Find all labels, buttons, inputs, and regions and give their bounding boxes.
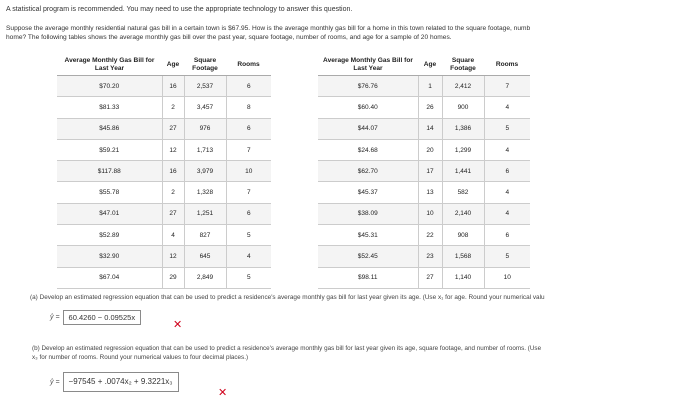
part-b-answer-row xyxy=(50,372,228,399)
table-row xyxy=(318,161,530,182)
question-text xyxy=(6,24,696,42)
table-row xyxy=(318,203,530,224)
header-age: Age xyxy=(162,54,184,76)
table-row xyxy=(318,139,530,160)
cell-age: 2 xyxy=(162,97,184,118)
cell-gas-bill: $70.20 xyxy=(57,76,162,97)
cell-square-footage: 2,140 xyxy=(442,203,484,224)
incorrect-mark-icon: ✕ xyxy=(218,387,228,399)
cell-square-footage: 908 xyxy=(442,225,484,246)
cell-rooms: 6 xyxy=(484,161,530,182)
cell-square-footage: 582 xyxy=(442,182,484,203)
cell-rooms: 6 xyxy=(226,76,271,97)
cell-gas-bill: $117.88 xyxy=(57,161,162,182)
cell-age: 16 xyxy=(162,161,184,182)
cell-gas-bill: $44.07 xyxy=(318,118,418,139)
header-gas-bill: Average Monthly Gas Bill for Last Year xyxy=(318,54,418,76)
cell-gas-bill: $24.68 xyxy=(318,139,418,160)
cell-gas-bill: $52.89 xyxy=(57,225,162,246)
cell-age: 27 xyxy=(418,267,442,288)
cell-rooms: 6 xyxy=(226,118,271,139)
cell-square-footage: 1,140 xyxy=(442,267,484,288)
cell-gas-bill: $76.76 xyxy=(318,76,418,97)
table-row xyxy=(318,267,530,288)
incorrect-mark-icon: ✕ xyxy=(173,319,183,331)
table-row xyxy=(57,76,271,97)
header-square-footage: Square Footage xyxy=(442,54,484,76)
cell-age: 16 xyxy=(162,76,184,97)
table-row xyxy=(57,225,271,246)
cell-gas-bill: $55.78 xyxy=(57,182,162,203)
cell-rooms: 6 xyxy=(226,203,271,224)
header-rooms: Rooms xyxy=(226,54,271,76)
cell-gas-bill: $62.70 xyxy=(318,161,418,182)
table-row xyxy=(57,118,271,139)
cell-square-footage: 3,457 xyxy=(184,97,226,118)
table-row xyxy=(318,118,530,139)
part-b-prompt xyxy=(32,344,541,362)
part-b-answer-input[interactable]: −97545 + .0074x₂ + 9.3221x₃ xyxy=(63,372,179,392)
cell-gas-bill: $45.86 xyxy=(57,118,162,139)
table-row xyxy=(57,139,271,160)
cell-gas-bill: $98.11 xyxy=(318,267,418,288)
question-line-2: home? The following tables shows the average monthly gas bill over the past year, square footage, number of rooms, and age for a sample of 20 homes. xyxy=(6,34,452,41)
cell-age: 10 xyxy=(418,203,442,224)
table-row xyxy=(57,246,271,267)
table-row xyxy=(318,246,530,267)
table-row xyxy=(318,225,530,246)
table-row xyxy=(57,161,271,182)
cell-rooms: 4 xyxy=(484,139,530,160)
cell-rooms: 4 xyxy=(484,97,530,118)
header-age: Age xyxy=(418,54,442,76)
cell-rooms: 8 xyxy=(226,97,271,118)
cell-rooms: 5 xyxy=(226,225,271,246)
table-row xyxy=(57,182,271,203)
cell-square-footage: 827 xyxy=(184,225,226,246)
cell-age: 4 xyxy=(162,225,184,246)
cell-rooms: 10 xyxy=(484,267,530,288)
cell-gas-bill: $47.01 xyxy=(57,203,162,224)
cell-age: 14 xyxy=(418,118,442,139)
cell-age: 13 xyxy=(418,182,442,203)
cell-gas-bill: $81.33 xyxy=(57,97,162,118)
cell-gas-bill: $45.31 xyxy=(318,225,418,246)
cell-square-footage: 1,299 xyxy=(442,139,484,160)
cell-age: 23 xyxy=(418,246,442,267)
cell-square-footage: 2,412 xyxy=(442,76,484,97)
cell-rooms: 4 xyxy=(484,203,530,224)
cell-rooms: 5 xyxy=(484,118,530,139)
header-square-footage: Square Footage xyxy=(184,54,226,76)
cell-rooms: 7 xyxy=(226,182,271,203)
cell-rooms: 7 xyxy=(484,76,530,97)
cell-age: 26 xyxy=(418,97,442,118)
cell-rooms: 4 xyxy=(484,182,530,203)
cell-rooms: 10 xyxy=(226,161,271,182)
y-hat-label: ŷ = xyxy=(50,314,60,321)
cell-age: 27 xyxy=(162,203,184,224)
data-table-right xyxy=(318,54,530,289)
part-a-prompt: (a) Develop an estimated regression equation that can be used to predict a residence's average monthly gas bill for last year given its age. (Use x₁ for age. Round your numerical valu xyxy=(30,294,545,301)
table-row xyxy=(318,182,530,203)
cell-square-footage: 1,251 xyxy=(184,203,226,224)
cell-gas-bill: $52.45 xyxy=(318,246,418,267)
cell-age: 20 xyxy=(418,139,442,160)
part-a-answer-row xyxy=(50,310,183,331)
header-rooms: Rooms xyxy=(484,54,530,76)
cell-age: 12 xyxy=(162,139,184,160)
data-table-left xyxy=(57,54,271,289)
cell-square-footage: 900 xyxy=(442,97,484,118)
intro-text: A statistical program is recommended. You may need to use the appropriate technology to answer this question. xyxy=(6,6,353,13)
cell-rooms: 7 xyxy=(226,139,271,160)
cell-square-footage: 645 xyxy=(184,246,226,267)
cell-age: 12 xyxy=(162,246,184,267)
cell-age: 2 xyxy=(162,182,184,203)
header-gas-bill: Average Monthly Gas Bill for Last Year xyxy=(57,54,162,76)
cell-square-footage: 976 xyxy=(184,118,226,139)
cell-gas-bill: $32.90 xyxy=(57,246,162,267)
part-a-answer-input[interactable]: 60.4260 − 0.09525x xyxy=(63,310,142,325)
part-b-prompt-line-1: (b) Develop an estimated regression equation that can be used to predict a residence's average monthly gas bill for last year given its age, square footage, and number of rooms. (Use xyxy=(32,345,542,352)
cell-square-footage: 2,849 xyxy=(184,267,226,288)
cell-square-footage: 1,713 xyxy=(184,139,226,160)
cell-square-footage: 1,441 xyxy=(442,161,484,182)
cell-rooms: 4 xyxy=(226,246,271,267)
table-row xyxy=(57,97,271,118)
cell-gas-bill: $67.04 xyxy=(57,267,162,288)
part-b-prompt-line-2: x₃ for number of rooms. Round your numerical values to four decimal places.) xyxy=(32,354,249,361)
cell-age: 27 xyxy=(162,118,184,139)
table-row xyxy=(318,76,530,97)
cell-gas-bill: $60.40 xyxy=(318,97,418,118)
cell-square-footage: 1,386 xyxy=(442,118,484,139)
cell-square-footage: 2,537 xyxy=(184,76,226,97)
question-line-1: Suppose the average monthly residential natural gas bill in a certain town is $67.95. How is the average monthly gas bill for a home in this town related to the square footage, numb xyxy=(6,25,531,32)
cell-gas-bill: $45.37 xyxy=(318,182,418,203)
cell-age: 1 xyxy=(418,76,442,97)
table-row xyxy=(318,97,530,118)
cell-rooms: 5 xyxy=(484,246,530,267)
cell-gas-bill: $38.09 xyxy=(318,203,418,224)
table-row xyxy=(57,267,271,288)
cell-square-footage: 1,328 xyxy=(184,182,226,203)
table-row xyxy=(57,203,271,224)
cell-age: 29 xyxy=(162,267,184,288)
cell-square-footage: 1,568 xyxy=(442,246,484,267)
cell-rooms: 5 xyxy=(226,267,271,288)
cell-age: 17 xyxy=(418,161,442,182)
cell-square-footage: 3,979 xyxy=(184,161,226,182)
y-hat-label: ŷ = xyxy=(50,378,60,386)
cell-gas-bill: $59.21 xyxy=(57,139,162,160)
cell-rooms: 6 xyxy=(484,225,530,246)
cell-age: 22 xyxy=(418,225,442,246)
